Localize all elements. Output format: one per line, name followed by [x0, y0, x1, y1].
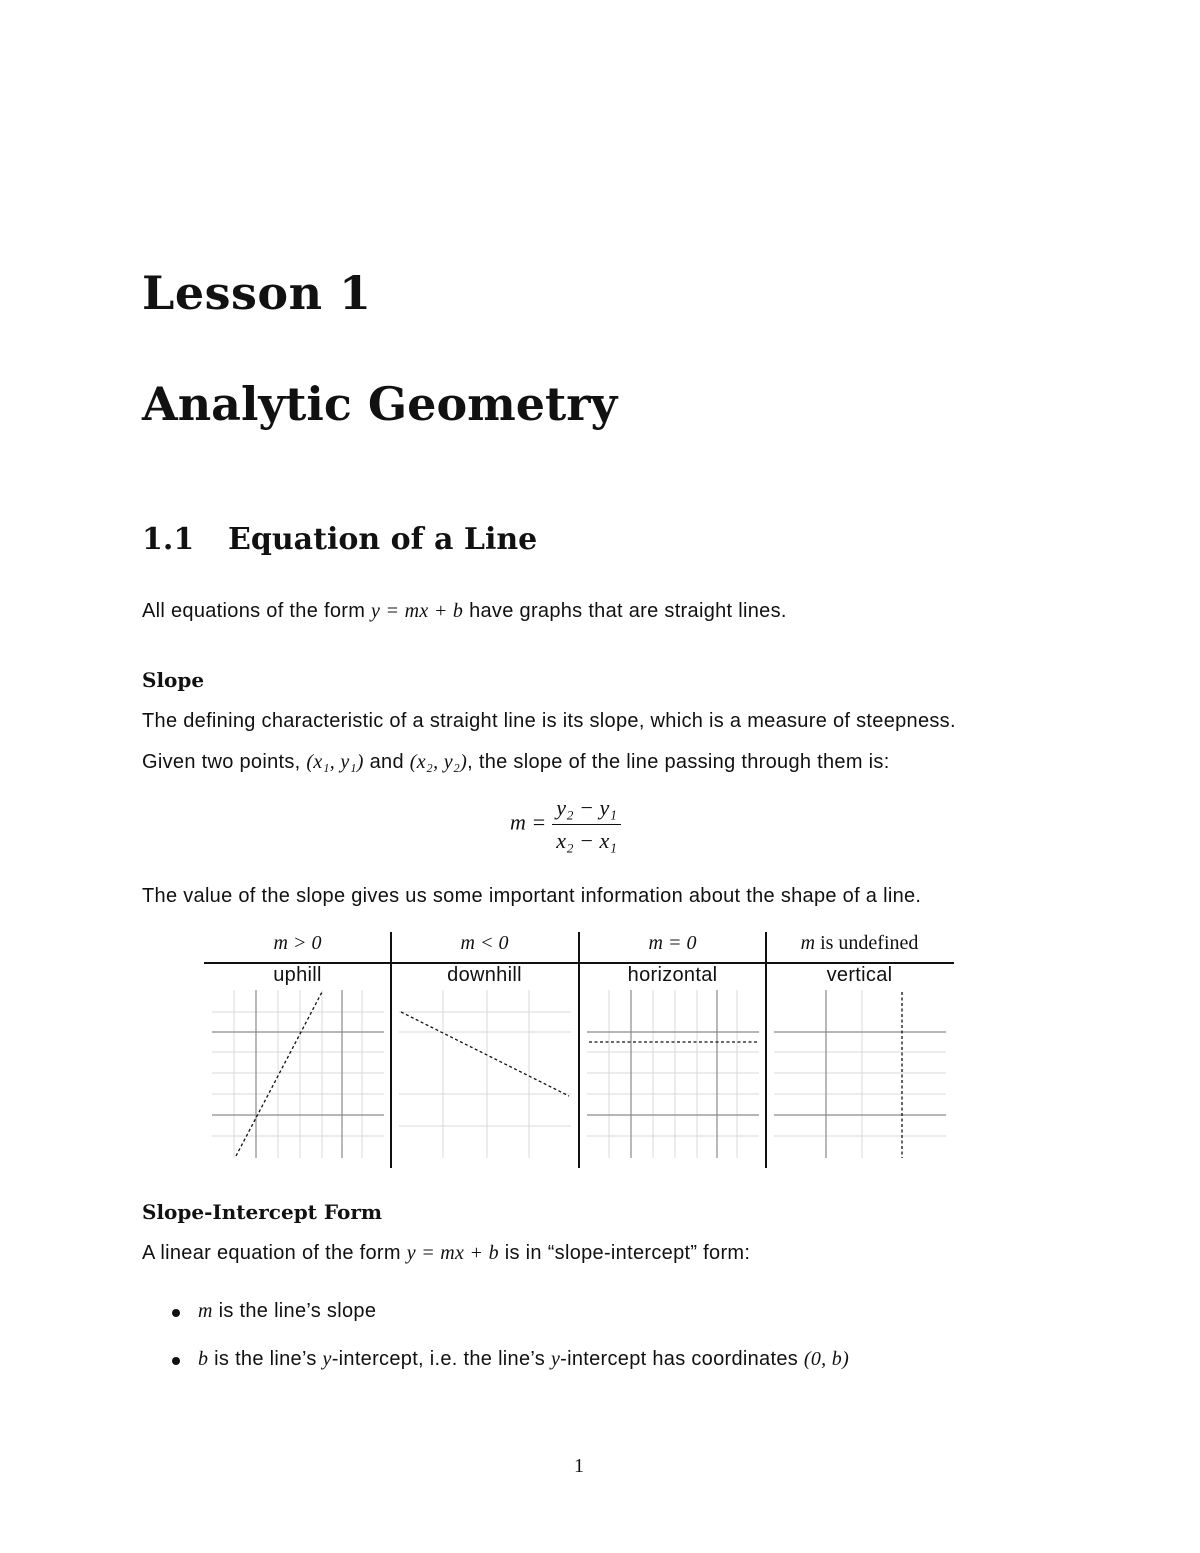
section-title: Equation of a Line — [228, 522, 538, 557]
slope-intercept-text-before: A linear equation of the form — [142, 1242, 407, 1264]
bullet-text: -intercept has coordinates — [560, 1348, 804, 1370]
table-column-downhill — [391, 932, 578, 1168]
slope-intercept-text-after: is in “slope-intercept” form: — [498, 1242, 751, 1264]
column-label: uphill — [273, 964, 322, 986]
slope-heading: Slope — [142, 668, 205, 692]
point-two: (x₂, y₂) — [409, 751, 468, 773]
slope-intercept-heading: Slope-Intercept Form — [142, 1200, 383, 1224]
column-label: downhill — [447, 964, 522, 986]
column-condition — [391, 932, 578, 955]
section-heading — [142, 522, 537, 557]
column-label: horizontal — [627, 964, 718, 986]
point-one: (x₁, y₁) — [306, 751, 364, 773]
bullet-math: (0, b) — [803, 1348, 850, 1370]
slope-two-points — [142, 751, 890, 774]
condition-math: m < 0 — [460, 932, 509, 954]
list-item-text — [198, 1348, 849, 1371]
chapter-title: Analytic Geometry — [142, 377, 618, 431]
two-points-after: , the slope of the line passing through them is: — [467, 751, 890, 773]
bullet-text: -intercept, i.e. the line’s — [331, 1348, 551, 1370]
slope-intercept-equation: y = mx + b — [406, 1242, 499, 1264]
intro-equation: y = mx + b — [371, 600, 464, 622]
bullet-math: m — [198, 1300, 213, 1322]
intro-text-after: have graphs that are straight lines. — [463, 600, 787, 622]
condition-math: m — [800, 932, 816, 954]
formula-fraction — [552, 795, 621, 854]
slope-definition: The defining characteristic of a straight line is its slope, which is a measure of steepness. — [142, 710, 956, 732]
slope-intercept-paragraph — [142, 1242, 750, 1265]
condition-text: is undefined — [815, 932, 919, 954]
section-number: 1.1 — [142, 522, 195, 557]
table-column-uphill — [204, 932, 391, 1168]
formula-numerator: y₂ − y₁ — [552, 795, 621, 825]
lesson-title: Lesson 1 — [142, 266, 372, 320]
bullet-math: y — [550, 1348, 561, 1370]
condition-math: m = 0 — [648, 932, 697, 954]
list-item-text — [198, 1300, 376, 1323]
column-condition — [766, 932, 953, 955]
column-condition — [579, 932, 766, 955]
condition-math: m > 0 — [273, 932, 322, 954]
bullet-math: y — [322, 1348, 332, 1370]
intro-text-before: All equations of the form — [142, 600, 372, 622]
slope-formula — [510, 795, 621, 854]
table-column-horizontal — [579, 932, 766, 1168]
column-condition — [204, 932, 391, 955]
downhill-graph — [399, 990, 571, 1160]
intro-paragraph — [142, 600, 787, 623]
shape-paragraph: The value of the slope gives us some important information about the shape of a line. — [142, 885, 922, 907]
horizontal-graph — [587, 990, 759, 1160]
slope-table — [204, 932, 954, 1168]
two-points-and: and — [363, 751, 410, 773]
column-label: vertical — [826, 964, 893, 986]
page-number: 1 — [574, 1455, 584, 1477]
bullet-text: is the line’s — [208, 1348, 323, 1370]
formula-denominator: x₂ − x₁ — [556, 828, 617, 853]
bullet-dot — [172, 1309, 180, 1317]
vertical-graph — [774, 990, 946, 1160]
bullet-text: is the line’s slope — [212, 1300, 377, 1322]
formula-lhs: m = — [510, 809, 547, 835]
uphill-graph — [212, 990, 384, 1160]
bullet-dot — [172, 1357, 180, 1365]
two-points-text: Given two points, — [142, 751, 307, 773]
table-column-vertical — [766, 932, 953, 1168]
bullet-math: b — [198, 1348, 209, 1370]
